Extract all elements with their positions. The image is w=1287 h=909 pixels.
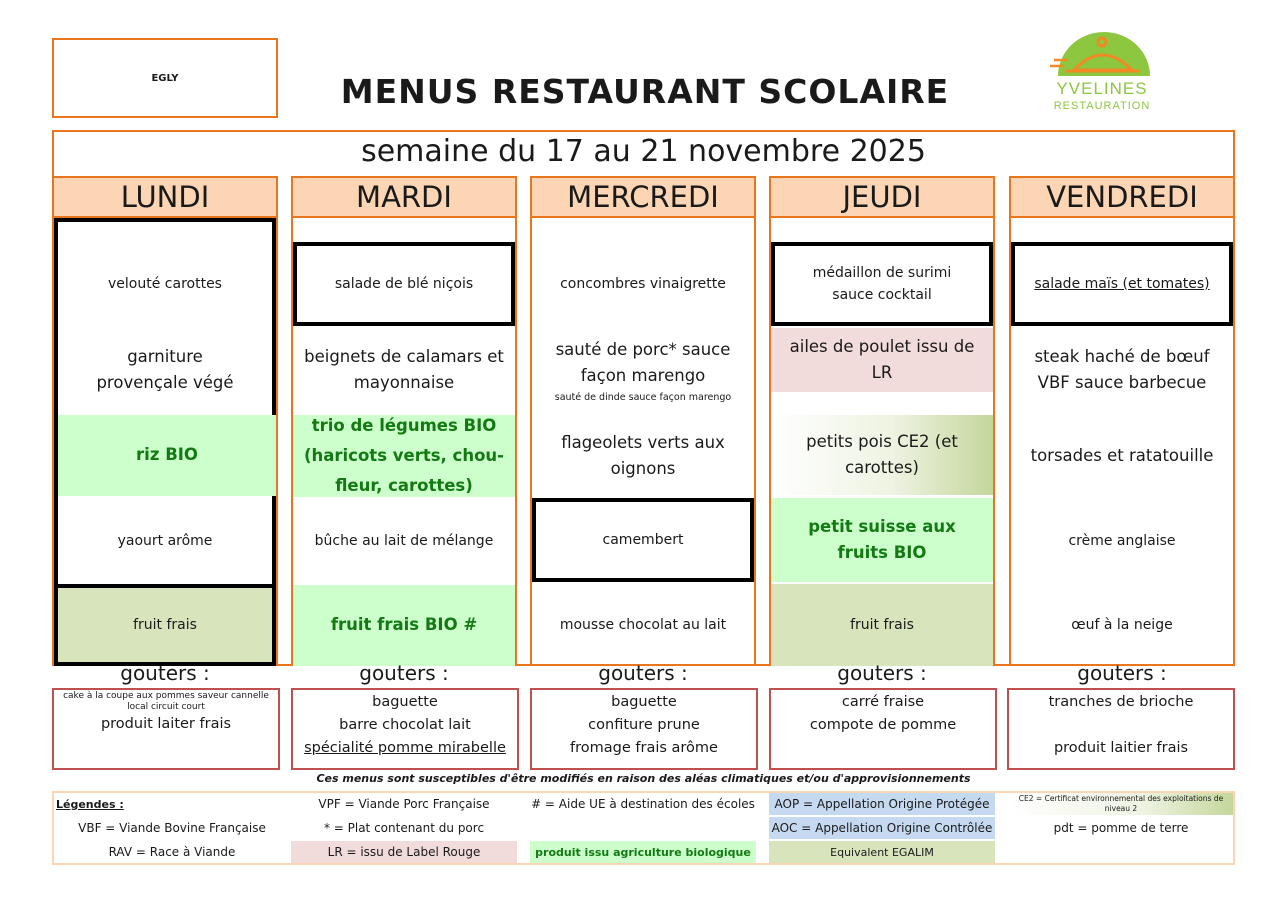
day-column-jeudi bbox=[769, 176, 995, 666]
legend-vpf: VPF = Viande Porc Française bbox=[318, 797, 490, 811]
accompagnement: petits pois CE2 (et carottes) bbox=[771, 415, 993, 495]
laitier: bûche au lait de mélange bbox=[314, 532, 494, 549]
day-header: JEUDI bbox=[771, 176, 993, 218]
legend-pdt: pdt = pomme de terre bbox=[1053, 821, 1189, 835]
accompagnement: trio de légumes BIO (haricots verts, chou-fleur, carottes) bbox=[293, 415, 515, 497]
legend-lr: LR = issu de Label Rouge bbox=[291, 841, 517, 863]
dessert: œuf à la neige bbox=[1071, 616, 1173, 633]
legend-title: Légendes : bbox=[56, 797, 124, 811]
plat-alternative: sauté de dinde sauce façon marengo bbox=[554, 391, 732, 403]
day-column-lundi bbox=[52, 176, 278, 666]
day-header: MARDI bbox=[293, 176, 515, 218]
day-header: MERCREDI bbox=[532, 176, 754, 218]
entree: salade de blé niçois bbox=[293, 242, 515, 326]
day-column-mardi bbox=[291, 176, 517, 666]
laitier: yaourt arôme bbox=[117, 532, 213, 549]
legend-porc: * = Plat contenant du porc bbox=[323, 821, 485, 835]
gouter-box-mercredi bbox=[530, 688, 758, 770]
gouter-item: confiture prune bbox=[588, 717, 700, 733]
legend-bio: produit issu agriculture biologique bbox=[530, 841, 756, 863]
gouter-box-lundi bbox=[52, 688, 280, 770]
dessert: mousse chocolat au lait bbox=[559, 616, 727, 633]
accompagnement: riz BIO bbox=[58, 415, 276, 496]
logo bbox=[1040, 30, 1170, 118]
legend-rav: RAV = Race à Viande bbox=[108, 845, 236, 859]
gouter-item: cake à la coupe aux pommes saveur cannelle local circuit court bbox=[63, 691, 269, 712]
plat: garniture provençale végé bbox=[96, 346, 234, 392]
legend-ce2: CE2 = Certificat environnemental des exploitations de niveau 2 bbox=[1009, 793, 1233, 815]
gouter-label: gouters : bbox=[1077, 661, 1167, 685]
laitier: crème anglaise bbox=[1068, 532, 1176, 549]
gouter-item: tranches de brioche bbox=[1048, 694, 1194, 710]
entree: salade maïs (et tomates) bbox=[1011, 242, 1233, 326]
laitier: petit suisse aux fruits BIO bbox=[771, 498, 993, 582]
accompagnement: torsades et ratatouille bbox=[1030, 445, 1214, 465]
gouter-label: gouters : bbox=[120, 661, 210, 685]
gouter-item: barre chocolat lait bbox=[339, 717, 471, 733]
day-column-vendredi bbox=[1009, 176, 1235, 666]
legend-aop: AOP = Appellation Origine Protégée bbox=[769, 793, 995, 815]
logo-text-restauration: RESTAURATION bbox=[1053, 100, 1151, 112]
gouter-label: gouters : bbox=[359, 661, 449, 685]
day-header: LUNDI bbox=[54, 176, 276, 218]
gouter-item: produit laiter frais bbox=[100, 716, 232, 732]
legend-aoc: AOC = Appellation Origine Contrôlée bbox=[769, 817, 995, 839]
page-title: MENUS RESTAURANT SCOLAIRE bbox=[340, 72, 950, 111]
dessert: fruit frais bbox=[54, 584, 276, 666]
day-header: VENDREDI bbox=[1011, 176, 1233, 218]
legend-egalim: Equivalent EGALIM bbox=[769, 841, 995, 863]
gouter-box-jeudi bbox=[769, 688, 997, 770]
entree: concombres vinaigrette bbox=[560, 275, 726, 292]
plat: steak haché de bœuf VBF sauce barbecue bbox=[1034, 346, 1210, 392]
gouter-item: produit laitier frais bbox=[1053, 740, 1189, 756]
gouter-item: carré fraise bbox=[841, 694, 925, 710]
plat: beignets de calamars et mayonnaise bbox=[304, 346, 504, 392]
legend-vbf: VBF = Viande Bovine Française bbox=[78, 821, 266, 835]
disclaimer-notice: Ces menus sont susceptibles d'être modifiés en raison des aléas climatiques et/ou d'approvisionnements bbox=[316, 772, 971, 785]
entree: velouté carottes bbox=[108, 275, 222, 292]
legend-aide-ue: # = Aide UE à destination des écoles bbox=[531, 797, 755, 811]
gouter-item: baguette bbox=[372, 694, 438, 710]
gouter-item: compote de pomme bbox=[809, 717, 957, 733]
site-name-box bbox=[52, 38, 278, 118]
gouter-item: baguette bbox=[611, 694, 677, 710]
site-name: EGLY bbox=[151, 72, 179, 84]
gouter-box-vendredi bbox=[1007, 688, 1235, 770]
dessert: fruit frais bbox=[771, 584, 993, 666]
gouter-item: fromage frais arôme bbox=[570, 740, 718, 756]
plat: sauté de porc* sauce façon marengo sauté de dinde sauce façon marengo bbox=[554, 339, 732, 403]
accompagnement: flageolets verts aux oignons bbox=[561, 432, 725, 478]
day-column-mercredi bbox=[530, 176, 756, 666]
gouter-item: spécialité pomme mirabelle bbox=[304, 740, 506, 756]
logo-text-yvelines: YVELINES bbox=[1056, 79, 1148, 98]
entree: médaillon de surimi sauce cocktail bbox=[771, 242, 993, 326]
gouter-box-mardi bbox=[291, 688, 519, 770]
dessert: fruit frais BIO # bbox=[293, 585, 515, 666]
laitier: camembert bbox=[532, 498, 754, 582]
plat: ailes de poulet issu de LR bbox=[771, 328, 993, 392]
gouter-label: gouters : bbox=[837, 661, 927, 685]
gouter-label: gouters : bbox=[598, 661, 688, 685]
week-title: semaine du 17 au 21 novembre 2025 bbox=[361, 134, 926, 169]
